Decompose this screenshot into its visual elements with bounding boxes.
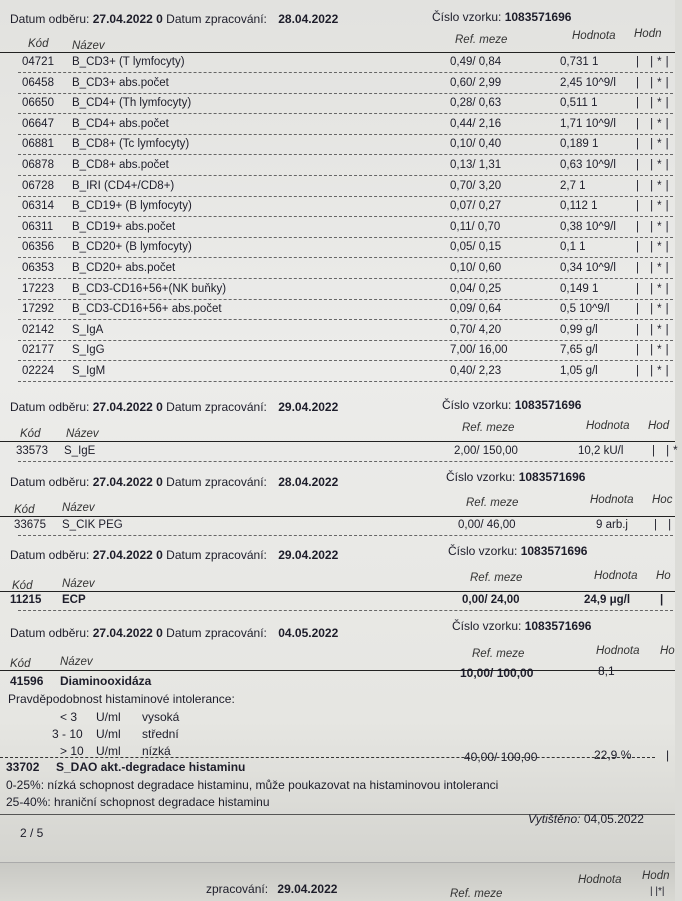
datum-zpracovani-label: Datum zpracování: [166, 548, 267, 562]
cell-kod: 11215 [10, 594, 42, 606]
cell-ref-meze: 0,00/ 46,00 [458, 519, 516, 531]
cell-nazev: B_CD8+ (Tc lymfocyty) [72, 138, 190, 151]
cell-ref-meze: 0,28/ 0,63 [450, 97, 502, 110]
table-row [0, 176, 675, 196]
cell-kod: 02224 [22, 365, 54, 377]
sdao-kod: 33702 [6, 760, 40, 774]
cell-kod: 06458 [22, 76, 54, 89]
cell-hodnota: 2,7 1 [560, 179, 586, 192]
scale-unit: U/ml [96, 710, 121, 724]
cell-flag: | |*| [636, 303, 673, 316]
printed-info [528, 812, 644, 826]
table-row [0, 320, 675, 340]
page-number: 2 / 5 [20, 826, 44, 840]
cell-kod: 02177 [22, 344, 54, 357]
col-ref-meze: Ref. meze [462, 422, 515, 434]
cell-flag: | |*| [636, 241, 673, 254]
cell-ref-meze: 0,04/ 0,25 [450, 282, 502, 295]
cell-hodnota: 0,189 1 [560, 138, 599, 151]
row-separator [18, 461, 673, 462]
cell-ref-meze: 0,11/ 0,70 [450, 220, 501, 233]
col-kod: Kód [14, 504, 35, 516]
datum-zpracovani-value: 29.04.2022 [278, 400, 339, 414]
cell-ref-meze: 0,70/ 4,20 [450, 323, 502, 336]
cell-hodnota: 0,5 10^9/l [560, 303, 610, 316]
section-4-sample [448, 544, 587, 558]
cell-flag: | |*| [636, 76, 673, 89]
cell-nazev: S_IgG [72, 344, 105, 357]
col-hodnota: Hodnota [590, 494, 634, 506]
cislo-vzorku-label: Číslo vzorku: [442, 398, 512, 412]
cell-kod: 17223 [22, 282, 54, 295]
cell-ref-meze: 0,07/ 0,27 [450, 200, 502, 213]
cell-hodnota: 0,34 10^9/l [560, 262, 616, 274]
cislo-vzorku-label: Číslo vzorku: [448, 544, 518, 558]
cell-flag: | |*| [636, 179, 673, 192]
cell-hodnota: 0,38 10^9/l [560, 220, 616, 233]
col-hod: Hod [648, 420, 670, 432]
cell-flag: | [660, 594, 668, 606]
next-zpracovani-value: 29.04.2022 [277, 882, 338, 896]
next-flag: | |*| [650, 886, 665, 897]
cell-hodnota: 0,63 10^9/l [560, 159, 616, 171]
table-row [0, 515, 675, 535]
cell-kod: 02142 [22, 323, 54, 336]
section-2-sample [442, 398, 581, 412]
cell-nazev: S_IgM [72, 365, 106, 377]
col-hodnota: Hodnota [594, 570, 638, 582]
cell-kod: 06314 [22, 200, 54, 213]
cell-nazev: B_CD3-CD16+56+ abs.počet [72, 303, 222, 316]
datum-zpracovani-label: Datum zpracování: [166, 626, 267, 640]
section-5-sample [452, 619, 591, 633]
cell-ref-meze: 0,10/ 0,40 [450, 138, 502, 151]
row-separator [18, 535, 673, 536]
sdao-nazev: S_DAO akt.-degradace histaminu [56, 760, 246, 774]
next-zpracovani-label: zpracování: [206, 882, 269, 896]
col-hodnota: Hodnota [596, 645, 640, 657]
cell-flag: | |*| [636, 159, 673, 171]
sdao-note-2: 25-40%: hraniční schopnost degradace histaminu [6, 795, 270, 809]
datum-zpracovani-value: 04.05.2022 [278, 626, 339, 640]
cell-hodnota: 0,99 g/l [560, 323, 598, 336]
cell-flag: | |*| [636, 220, 673, 233]
cell-kod: 06311 [22, 220, 54, 233]
cell-nazev: B_CD3+ (T lymfocyty) [72, 56, 185, 68]
cislo-vzorku-label: Číslo vzorku: [432, 10, 502, 24]
scale-unit: U/ml [96, 744, 121, 758]
section-1-sample [432, 10, 571, 24]
cell-nazev: B_CD19+ abs.počet [72, 220, 176, 233]
cell-nazev: B_IRI (CD4+/CD8+) [72, 179, 175, 192]
next-col-hodnota: Hodnota [578, 874, 622, 886]
dao-kod: 41596 [10, 674, 44, 688]
table-row [0, 237, 675, 257]
col-ref-meze: Ref. meze [470, 572, 523, 584]
cell-ref-meze: 0,05/ 0,15 [450, 241, 502, 254]
datum-zpracovani-label: Datum zpracování: [166, 475, 267, 489]
cell-nazev: B_CD3-CD16+56+(NK buňky) [72, 282, 227, 295]
cell-nazev: S_IgA [72, 323, 104, 336]
col-kod: Kód [28, 38, 49, 50]
cislo-vzorku-label: Číslo vzorku: [446, 470, 516, 484]
section-1-header [10, 12, 338, 26]
dao-intro: Pravděpodobnost histaminové intolerance: [8, 692, 235, 706]
cell-flag: | |* [652, 445, 682, 457]
col-kod: Kód [12, 580, 33, 592]
cell-flag: | |*| [636, 56, 673, 68]
next-col-hodn: Hodn [642, 870, 670, 882]
dao-hodnota: 8,1 [598, 664, 615, 678]
cell-hodnota: 0,731 1 [560, 56, 599, 68]
cell-ref-meze: 0,60/ 2,99 [450, 76, 502, 89]
printed-label: Vytištěno: [528, 812, 581, 826]
cell-hodnota: 24,9 μg/l [584, 594, 631, 606]
cislo-vzorku-value: 1083571696 [524, 619, 592, 633]
cell-flag: | |*| [636, 97, 673, 110]
cell-flag: | |*| [636, 344, 673, 357]
cell-kod: 06647 [22, 117, 54, 130]
dao-ref: 10,00/ 100,00 [460, 666, 534, 680]
table-row [0, 114, 675, 134]
col-kod: Kód [10, 658, 31, 670]
table-5-rule [0, 670, 675, 671]
cell-flag: | |*| [636, 117, 673, 130]
section-2-header [10, 400, 338, 414]
cell-hodnota: 2,45 10^9/l [560, 76, 616, 89]
table-row [0, 279, 675, 299]
cell-ref-meze: 0,49/ 0,84 [450, 56, 502, 68]
sdao-ref: 40,00/ 100,00 [464, 750, 538, 764]
cell-ref-meze: 0,10/ 0,60 [450, 262, 502, 274]
section-4-header [10, 548, 338, 562]
cell-kod: 06881 [22, 138, 54, 151]
datum-odberu-value: 27.04.2022 0 [92, 475, 163, 489]
col-ho: Ho [660, 645, 675, 657]
cell-flag: | |*| [636, 365, 673, 377]
col-kod: Kód [20, 428, 41, 440]
sdao-note-1: 0-25%: nízká schopnost degradace histaminu, může poukazovat na histaminovou intoleranci [6, 778, 499, 792]
cell-flag: | |*| [636, 262, 673, 274]
cell-kod: 33573 [16, 445, 48, 457]
datum-zpracovani-label: Datum zpracování: [166, 12, 267, 26]
datum-zpracovani-value: 28.04.2022 [278, 475, 339, 489]
datum-zpracovani-value: 28.04.2022 [278, 12, 339, 26]
cell-kod: 06353 [22, 262, 54, 274]
col-hodn: Hodn [634, 28, 662, 40]
cell-nazev: B_CD4+ abs.počet [72, 117, 169, 130]
datum-zpracovani-label: Datum zpracování: [166, 400, 267, 414]
table-row [0, 217, 675, 237]
sdao-hodnota: 22,9 % [594, 748, 632, 762]
cislo-vzorku-value: 1083571696 [504, 10, 572, 24]
datum-zpracovani-value: 29.04.2022 [278, 548, 339, 562]
cell-kod: 06356 [22, 241, 54, 254]
table-row [0, 93, 675, 113]
datum-odberu-value: 27.04.2022 0 [92, 626, 163, 640]
cell-kod: 04721 [22, 56, 54, 68]
next-page-edge [0, 862, 675, 901]
cell-ref-meze: 0,44/ 2,16 [450, 117, 502, 130]
table-row [0, 441, 682, 461]
printed-date: 04,05.2022 [583, 812, 644, 826]
cell-kod: 06878 [22, 159, 54, 171]
row-separator [18, 381, 673, 382]
scale-range: > 10 [60, 744, 84, 758]
datum-odberu-label: Datum odběru: [10, 626, 90, 640]
scale-range: < 3 [60, 710, 78, 724]
cislo-vzorku-value: 1083571696 [520, 544, 588, 558]
cell-kod: 06650 [22, 97, 54, 110]
table-row [0, 196, 675, 216]
datum-odberu-value: 27.04.2022 0 [92, 400, 163, 414]
section-3-header [10, 475, 338, 489]
sdao-flag: | [666, 748, 670, 762]
cislo-vzorku-value: 1083571696 [518, 470, 586, 484]
next-page-zpracovani [206, 882, 337, 896]
datum-odberu-label: Datum odběru: [10, 548, 90, 562]
cell-nazev: B_CD20+ abs.počet [72, 262, 176, 274]
col-nazev: Název [60, 656, 93, 668]
cell-flag: | |*| [636, 138, 673, 151]
cell-ref-meze: 2,00/ 150,00 [454, 445, 518, 457]
col-ho: Ho [656, 570, 671, 582]
cell-hodnota: 0,511 1 [560, 97, 598, 110]
cell-nazev: B_CD3+ abs.počet [72, 76, 169, 89]
datum-odberu-label: Datum odběru: [10, 400, 90, 414]
section-3-sample [446, 470, 585, 484]
cislo-vzorku-value: 1083571696 [514, 398, 582, 412]
col-hodnota: Hodnota [572, 30, 616, 42]
cell-flag: | | [654, 519, 676, 531]
cell-hodnota: 0,1 1 [560, 241, 586, 254]
cell-ref-meze: 0,09/ 0,64 [450, 303, 502, 316]
cell-ref-meze: 0,40/ 2,23 [450, 365, 502, 377]
table-row [0, 155, 675, 175]
cell-ref-meze: 0,00/ 24,00 [462, 594, 520, 606]
col-nazev: Název [72, 40, 105, 52]
table-row [0, 340, 675, 360]
cell-kod: 17292 [22, 303, 54, 316]
col-hoc: Hoc [652, 494, 673, 506]
scale-level: nízká [142, 744, 171, 758]
dao-nazev: Diaminooxidáza [60, 674, 152, 688]
col-nazev: Název [66, 428, 99, 440]
table-row [0, 299, 675, 319]
cell-hodnota: 7,65 g/l [560, 344, 598, 357]
col-hodnota: Hodnota [586, 420, 630, 432]
cell-hodnota: 1,05 g/l [560, 365, 598, 377]
scale-level: střední [142, 727, 179, 741]
cell-kod: 33675 [14, 519, 46, 531]
cell-flag: | |*| [636, 282, 673, 295]
table-row [0, 361, 675, 381]
table-row [0, 258, 675, 278]
table-row [0, 134, 675, 154]
cell-kod: 06728 [22, 179, 54, 192]
cell-nazev: S_IgE [64, 445, 96, 457]
col-nazev: Název [62, 578, 95, 590]
cell-ref-meze: 7,00/ 16,00 [450, 344, 508, 357]
sdao-rule [0, 757, 655, 758]
cell-hodnota: 9 arb.j [596, 519, 628, 531]
col-ref-meze: Ref. meze [472, 648, 525, 660]
section-5-header [10, 626, 338, 640]
cell-flag: | |*| [636, 323, 673, 336]
cell-hodnota: 0,149 1 [560, 282, 599, 295]
scale-unit: U/ml [96, 727, 121, 741]
cell-hodnota: 0,112 1 [560, 200, 598, 213]
cell-ref-meze: 0,70/ 3,20 [450, 179, 502, 192]
next-col-ref-meze: Ref. meze [450, 888, 503, 900]
col-ref-meze: Ref. meze [455, 34, 508, 46]
scale-level: vysoká [142, 710, 180, 724]
cell-hodnota: 1,71 10^9/l [560, 117, 616, 130]
scale-range: 3 - 10 [52, 727, 83, 741]
datum-odberu-value: 27.04.2022 0 [92, 548, 163, 562]
cell-nazev: B_CD8+ abs.počet [72, 159, 169, 171]
cell-nazev: S_CIK PEG [62, 519, 123, 531]
col-ref-meze: Ref. meze [466, 497, 519, 509]
cell-nazev: ECP [62, 594, 86, 606]
cislo-vzorku-label: Číslo vzorku: [452, 619, 522, 633]
table-row [0, 52, 675, 72]
cell-hodnota: 10,2 kU/l [578, 445, 624, 457]
table-row [0, 73, 675, 93]
cell-nazev: B_CD4+ (Th lymfocyty) [72, 97, 192, 110]
datum-odberu-label: Datum odběru: [10, 12, 90, 26]
cell-ref-meze: 0,13/ 1,31 [450, 159, 502, 171]
cell-flag: | |*| [636, 200, 673, 213]
datum-odberu-value: 27.04.2022 0 [92, 12, 163, 26]
cell-nazev: B_CD19+ (B lymfocyty) [72, 200, 192, 213]
col-nazev: Název [62, 502, 95, 514]
datum-odberu-label: Datum odběru: [10, 475, 90, 489]
table-row [0, 590, 675, 610]
row-separator [18, 610, 673, 611]
cell-nazev: B_CD20+ (B lymfocyty) [72, 241, 192, 254]
